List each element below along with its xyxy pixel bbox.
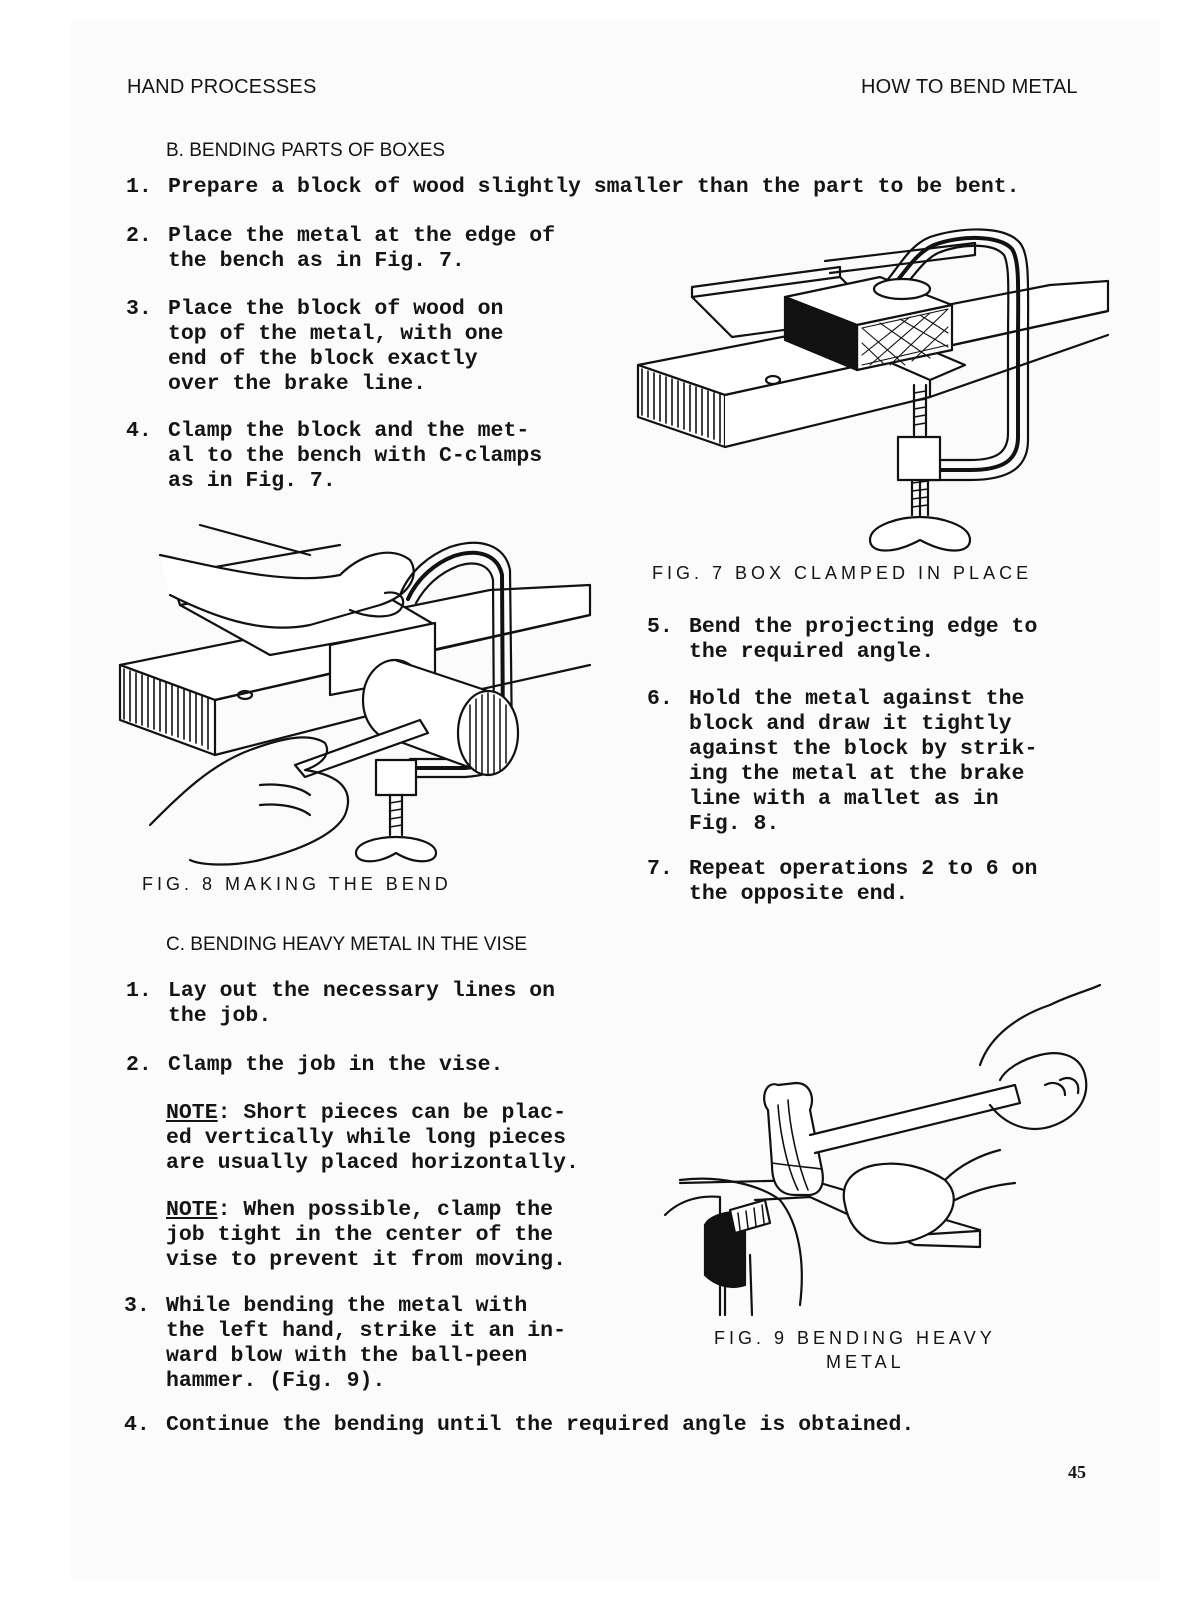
step-text: While bending the metal with (166, 1294, 528, 1318)
step-text: block and draw it tightly (689, 712, 1012, 736)
figure-9-bending-heavy-metal (660, 985, 1110, 1320)
figure-9-caption (714, 1328, 996, 1349)
step-text: hammer. (Fig. 9). (166, 1369, 386, 1393)
step-number: 6. (647, 687, 673, 711)
step-text: top of the metal, with one (168, 322, 504, 346)
step-text: al to the bench with C-clamps (168, 444, 543, 468)
step-number: 2. (126, 224, 152, 248)
step-text: against the block by strik- (689, 737, 1038, 761)
note-2 (166, 1198, 566, 1273)
note-text: : Short pieces can be plac- (217, 1101, 566, 1125)
step-text: line with a mallet as in (689, 787, 999, 811)
step-text: the left hand, strike it an in- (166, 1319, 566, 1343)
b-step-5 (647, 615, 1038, 665)
step-text: Continue the bending until the required angle is obtained. (166, 1413, 915, 1437)
step-number: 3. (126, 297, 152, 321)
figure-8-caption: FIG. 8 MAKING THE BEND (142, 874, 452, 894)
step-text: the opposite end. (689, 882, 909, 906)
step-text: ing the metal at the brake (689, 762, 1025, 786)
c-step-1 (126, 979, 556, 1029)
step-text: the bench as in Fig. 7. (168, 249, 465, 273)
c-step-4 (124, 1413, 915, 1438)
step-number: 5. (647, 615, 673, 639)
note-1 (166, 1101, 579, 1176)
step-text: Hold the metal against the (689, 687, 1025, 711)
step-text: Prepare a block of wood slightly smaller than the part to be bent. (168, 175, 1020, 199)
step-text: the required angle. (689, 640, 935, 664)
running-header-left: HAND PROCESSES (127, 76, 317, 98)
b-step-4 (126, 419, 543, 494)
step-text: Bend the projecting edge to (689, 615, 1038, 639)
step-text: Lay out the necessary lines on (168, 979, 556, 1003)
step-text: the job. (168, 1004, 272, 1028)
note-label: NOTE (166, 1198, 218, 1222)
step-text: over the brake line. (168, 372, 427, 396)
step-text: Repeat operations 2 to 6 on (689, 857, 1038, 881)
step-text: end of the block exactly (168, 347, 478, 371)
b-step-3 (126, 297, 504, 397)
figure-9-caption-line2: METAL (826, 1352, 905, 1372)
step-text: Clamp the block and the met- (168, 419, 530, 443)
step-number: 3. (124, 1294, 150, 1318)
step-number: 1. (126, 175, 152, 199)
note-text: vise to prevent it from moving. (166, 1248, 566, 1272)
step-text: Clamp the job in the vise. (168, 1053, 504, 1077)
step-text: as in Fig. 7. (168, 469, 336, 493)
figure-7-box-clamped (630, 225, 1115, 565)
b-step-2 (126, 224, 556, 274)
figure-8-making-the-bend (110, 515, 610, 875)
step-number: 7. (647, 857, 673, 881)
note-text: : When possible, clamp the (217, 1198, 554, 1222)
note-text: ed vertically while long pieces (166, 1126, 566, 1150)
note-label: NOTE (166, 1101, 218, 1125)
b-step-1 (126, 175, 1020, 200)
figure-9-caption-line1: FIG. 9 BENDING HEAVY (714, 1328, 996, 1348)
section-c-title: C. BENDING HEAVY METAL IN THE VISE (166, 934, 528, 955)
step-number: 2. (126, 1053, 152, 1077)
step-number: 1. (126, 979, 152, 1003)
step-number: 4. (126, 419, 152, 443)
page-number: 45 (1068, 1462, 1086, 1482)
figure-7-caption: FIG. 7 BOX CLAMPED IN PLACE (652, 563, 1033, 583)
section-b-title: B. BENDING PARTS OF BOXES (166, 140, 446, 161)
c-step-3 (124, 1294, 566, 1394)
b-step-7 (647, 857, 1038, 907)
b-step-6 (647, 687, 1038, 837)
c-step-2 (126, 1053, 504, 1078)
running-header-right: HOW TO BEND METAL (861, 76, 1078, 98)
note-text: are usually placed horizontally. (166, 1151, 579, 1175)
note-text: job tight in the center of the (166, 1223, 554, 1247)
step-text: Place the block of wood on (168, 297, 504, 321)
step-text: Fig. 8. (689, 812, 780, 836)
step-text: Place the metal at the edge of (168, 224, 556, 248)
step-number: 4. (124, 1413, 150, 1437)
step-text: ward blow with the ball-peen (166, 1344, 528, 1368)
